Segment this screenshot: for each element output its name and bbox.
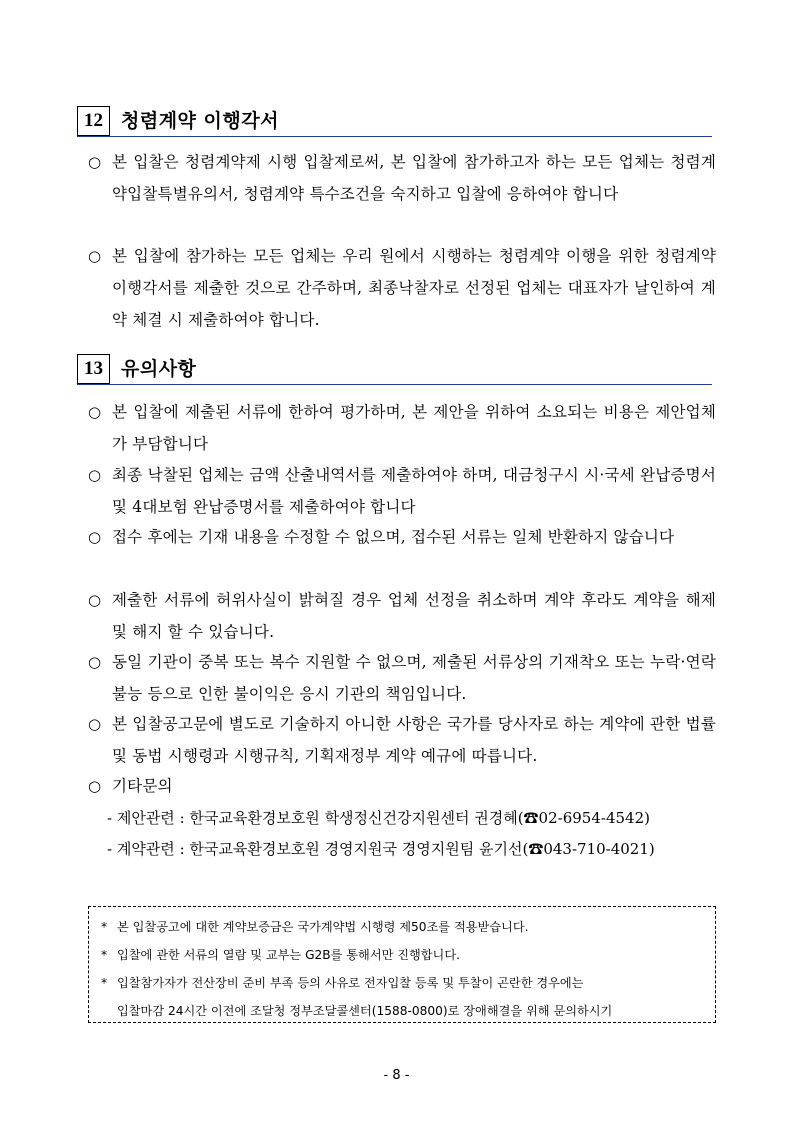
section-13-paragraph: ○ 최종 낙찰된 업체는 금액 산출내역서를 제출하여야 하며, 대금청구시 시·국세 완납증명서 및 4대보험 완납증명서를 제출하여야 합니다 <box>88 459 716 523</box>
bullet-circle-icon: ○ <box>88 653 102 671</box>
notice-line: * 입찰에 관한 서류의 열람 및 교부는 G2B를 통해서만 진행합니다. <box>101 941 705 969</box>
page-number: - 8 - <box>383 1068 410 1083</box>
section-12-title: 청렴계약 이행각서 <box>121 110 279 132</box>
bullet-circle-icon: ○ <box>88 591 102 609</box>
section-13-number: 13 <box>77 354 110 384</box>
section-13-paragraph: ○ 본 입찰에 제출된 서류에 한하여 평가하며, 본 제안을 위하여 소요되는 비용은 제안업체가 부담합니다 <box>88 396 716 460</box>
section-12-paragraph: ○ 본 입찰은 청렴계약제 시행 입찰제로써, 본 입찰에 참가하고자 하는 모든 업체는 청렴계약입찰특별유의서, 청렴계약 특수조건을 숙지하고 입찰에 응하여야 합니다 <box>88 146 716 210</box>
section-13-paragraph: ○ 제출한 서류에 허위사실이 밝혀질 경우 업체 선정을 취소하며 계약 후라도 계약을 해제 및 해지 할 수 있습니다. <box>88 584 716 648</box>
bullet-circle-icon: ○ <box>88 528 102 546</box>
section-12-number: 12 <box>77 106 110 136</box>
bullet-circle-icon: ○ <box>88 403 102 421</box>
bullet-circle-icon: ○ <box>88 466 102 484</box>
asterisk-icon: * <box>101 920 108 934</box>
section-13-title: 유의사항 <box>121 358 197 380</box>
contact-contract: - 계약관련 : 한국교육환경보호원 경영지원국 경영지원팀 윤기선(☎043-710-4021) <box>107 840 655 858</box>
asterisk-icon: * <box>101 948 108 962</box>
section-13-paragraph: ○ 기타문의 <box>88 770 716 802</box>
section-13-paragraph: ○ 본 입찰공고문에 별도로 기술하지 아니한 사항은 국가를 당사자로 하는 계약에 관한 법률 및 동법 시행령과 시행규칙, 기획재정부 계약 예규에 따릅니다. <box>88 708 716 772</box>
notice-line-continued: 입찰마감 24시간 이전에 조달청 정부조달콜센터(1588-0800)로 장애해결을 위해 문의하시기 <box>117 1004 613 1018</box>
section-12-paragraph: ○ 본 입찰에 참가하는 모든 업체는 우리 원에서 시행하는 청렴계약 이행을 위한 청렴계약 이행각서를 제출한 것으로 간주하며, 최종낙찰자로 선정된 업체는 대표자가 날인하여 계약 체결 시 제출하여야 합니다. <box>88 240 716 336</box>
notice-line: * 본 입찰공고에 대한 계약보증금은 국가계약법 시행령 제50조를 적용받습니다. <box>101 913 705 941</box>
notice-box <box>88 906 716 1023</box>
section-13-header <box>77 354 712 385</box>
section-13-paragraph: ○ 동일 기관이 중복 또는 복수 지원할 수 없으며, 제출된 서류상의 기재착오 또는 누락·연락불능 등으로 인한 불이익은 응시 기관의 책임입니다. <box>88 646 716 710</box>
section-13-paragraph: ○ 접수 후에는 기재 내용을 수정할 수 없으며, 접수된 서류는 일체 반환하지 않습니다 <box>88 521 716 553</box>
bullet-circle-icon: ○ <box>88 777 102 795</box>
bullet-circle-icon: ○ <box>88 153 102 171</box>
notice-line: * 입찰참가자가 전산장비 준비 부족 등의 사유로 전자입찰 등록 및 투찰이 곤란한 경우에는 <box>101 969 705 997</box>
contact-proposal: - 제안관련 : 한국교육환경보호원 학생정신건강지원센터 권경혜(☎02-6954-4542) <box>107 809 650 827</box>
asterisk-icon: * <box>101 976 108 990</box>
bullet-circle-icon: ○ <box>88 247 102 265</box>
bullet-circle-icon: ○ <box>88 715 102 733</box>
section-12-header <box>77 106 712 137</box>
